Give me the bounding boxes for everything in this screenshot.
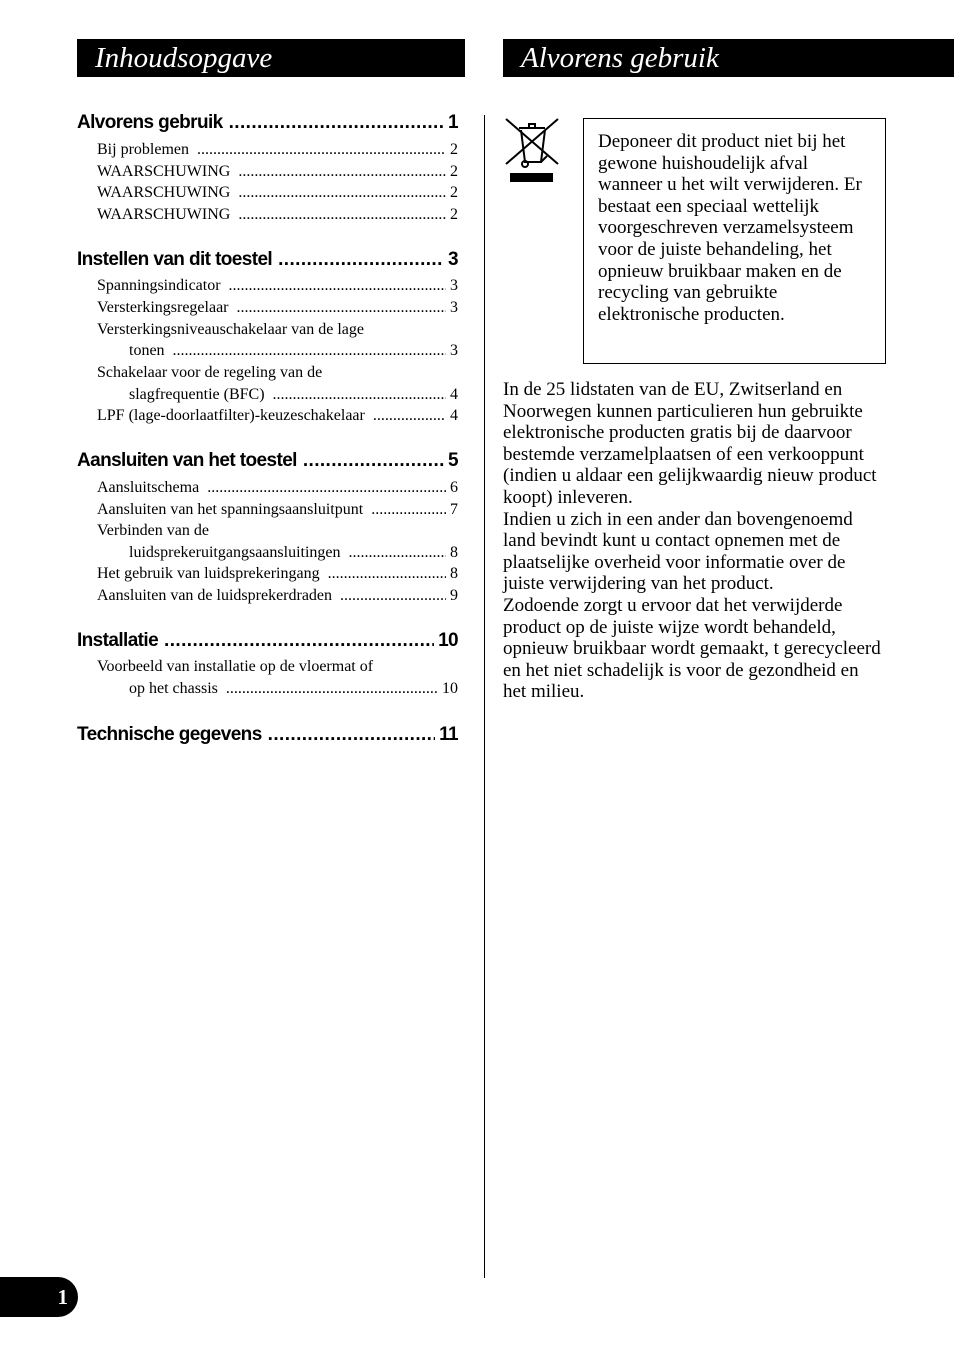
toc-item[interactable]: Versterkingsregelaar ..... 3	[97, 299, 458, 317]
toc-item[interactable]: Bij problemen ..... 2	[97, 141, 458, 159]
column-divider	[484, 115, 485, 1278]
toc-item-line1[interactable]: Schakelaar voor de regeling van de	[97, 364, 323, 381]
page-number-badge	[0, 1277, 78, 1317]
disposal-notice-box	[583, 118, 886, 364]
body-paragraph: Indien u zich in een ander dan bovengenoemd land bevindt kunt u contact opnemen met de plaatselijke overheid voor informatie over de juiste verwijdering van het product.	[503, 508, 853, 595]
page-number: 1	[57, 1285, 68, 1309]
toc-item[interactable]: slagfrequentie (BFC) ..... 4	[129, 386, 458, 404]
toc-item[interactable]: WAARSCHUWING ..... 2	[97, 163, 458, 181]
section-title: Alvorens gebruik	[503, 39, 954, 77]
toc-item[interactable]: tonen ..... 3	[129, 342, 458, 360]
toc-heading-installation[interactable]: Installatie ..... 10	[77, 630, 458, 652]
crossed-out-wheelie-bin-icon	[503, 116, 561, 186]
toc-item[interactable]: Spanningsindicator ..... 3	[97, 277, 458, 295]
toc-item[interactable]: op het chassis ..... 10	[129, 680, 458, 698]
toc-item[interactable]: Aansluiten van het spanningsaansluitpunt ..... 7	[97, 501, 458, 519]
toc-item[interactable]: WAARSCHUWING ..... 2	[97, 184, 458, 202]
toc-item-line1[interactable]: Voorbeeld van installatie op de vloermat of	[97, 658, 374, 675]
toc-item-line1[interactable]: Versterkingsniveauschakelaar van de lage	[97, 321, 364, 338]
toc-heading-specifications[interactable]: Technische gegevens ..... 11	[77, 724, 458, 746]
toc-item[interactable]: Aansluitschema ..... 6	[97, 479, 458, 497]
toc-item[interactable]: Het gebruik van luidsprekeringang ..... 8	[97, 565, 458, 583]
toc-item[interactable]: WAARSCHUWING ..... 2	[97, 206, 458, 224]
disposal-notice-text: Deponeer dit product niet bij het gewone huishoudelijk afval wanneer u het wilt verwijderen. Er bestaat een speciaal wettelijk voorgeschreven verzamelsysteem voor de juiste behandeling, het opnieuw bruikbaar maken en de recycling van gebruikte elektronische producten.	[598, 131, 862, 325]
disposal-information	[503, 379, 883, 703]
toc-item[interactable]: LPF (lage-doorlaatfilter)-keuzeschakelaar ..... 4	[97, 407, 458, 425]
body-paragraph: In de 25 lidstaten van de EU, Zwitserland en Noorwegen kunnen particulieren hun gebruikte elektronische producten gratis bij de daarvoor bestemde verzamelplaatsen of een verkooppunt (indien u aldaar een gelijkwaardig nieuw product koopt) inleveren.	[503, 379, 877, 508]
toc-item[interactable]: luidsprekeruitgangsaansluitingen ..... 8	[129, 544, 458, 562]
body-paragraph: Zodoende zorgt u ervoor dat het verwijderde product op de juiste wijze wordt behandeld, opnieuw bruikbaar wordt gemaakt, t gerecycleerd en het niet schadelijk is voor de gezondheid en het milieu.	[503, 594, 881, 703]
toc-heading-connecting[interactable]: Aansluiten van het toestel ..... 5	[77, 450, 458, 472]
toc-heading-setup[interactable]: Instellen van dit toestel ..... 3	[77, 249, 458, 271]
toc-title: Inhoudsopgave	[77, 39, 465, 77]
toc-item-line1[interactable]: Verbinden van de	[97, 522, 209, 539]
toc-heading-before-use[interactable]: Alvorens gebruik ..... 1	[77, 112, 458, 134]
toc-item[interactable]: Aansluiten van de luidsprekerdraden ..... 9	[97, 587, 458, 605]
